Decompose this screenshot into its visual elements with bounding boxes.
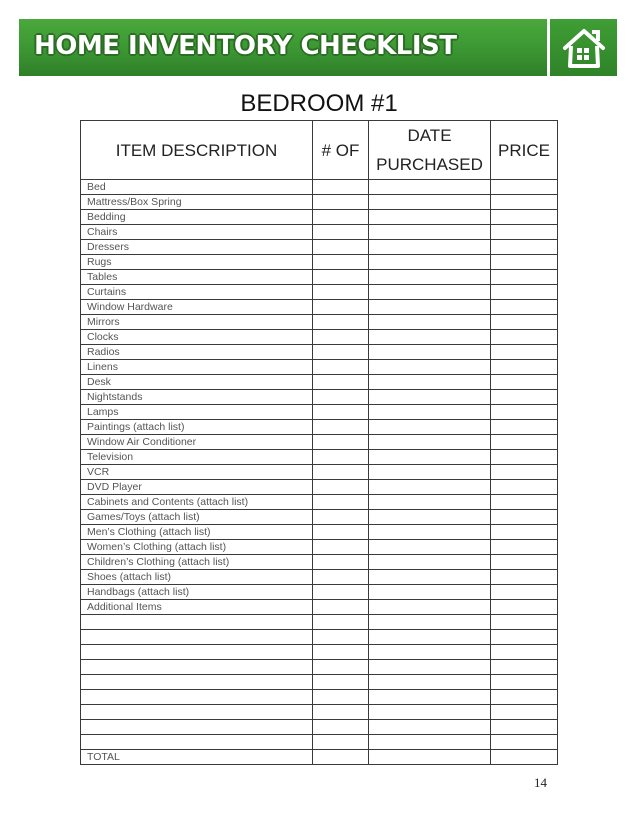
item-description-cell: Additional Items [81, 600, 313, 615]
price-cell[interactable] [491, 285, 558, 300]
table-row [81, 450, 558, 465]
price-cell[interactable] [491, 615, 558, 630]
item-description-cell: Games/Toys (attach list) [81, 510, 313, 525]
item-description-cell: Mattress/Box Spring [81, 195, 313, 210]
item-description-cell: Tables [81, 270, 313, 285]
date-purchased-cell[interactable] [369, 180, 491, 195]
item-description-cell: Desk [81, 375, 313, 390]
item-description-cell: Dressers [81, 240, 313, 255]
count-cell[interactable] [313, 600, 369, 615]
price-cell[interactable] [491, 660, 558, 675]
item-description-cell: TOTAL [81, 750, 313, 765]
table-row [81, 525, 558, 540]
table-row [81, 735, 558, 750]
item-description-cell: Cabinets and Contents (attach list) [81, 495, 313, 510]
price-cell[interactable] [491, 570, 558, 585]
table-row [81, 645, 558, 660]
date-purchased-cell[interactable] [369, 330, 491, 345]
table-row [81, 615, 558, 630]
count-cell[interactable] [313, 420, 369, 435]
price-cell[interactable] [491, 690, 558, 705]
date-purchased-cell[interactable] [369, 510, 491, 525]
count-cell[interactable] [313, 510, 369, 525]
count-cell[interactable] [313, 615, 369, 630]
section-heading: BEDROOM #1 [240, 90, 398, 117]
count-cell[interactable] [313, 480, 369, 495]
count-cell[interactable] [313, 180, 369, 195]
item-description-cell: Women’s Clothing (attach list) [81, 540, 313, 555]
count-cell[interactable] [313, 315, 369, 330]
item-description-cell: Window Hardware [81, 300, 313, 315]
price-cell[interactable] [491, 240, 558, 255]
date-purchased-cell[interactable] [369, 555, 491, 570]
count-cell[interactable] [313, 405, 369, 420]
date-purchased-cell[interactable] [369, 735, 491, 750]
count-cell[interactable] [313, 255, 369, 270]
date-purchased-cell[interactable] [369, 720, 491, 735]
price-cell[interactable] [491, 180, 558, 195]
table-row [81, 495, 558, 510]
item-description-cell: Rugs [81, 255, 313, 270]
table-row [81, 600, 558, 615]
table-row [81, 390, 558, 405]
table-row [81, 435, 558, 450]
item-description-cell: DVD Player [81, 480, 313, 495]
column-header-item-description: ITEM DESCRIPTION [81, 121, 313, 180]
count-cell[interactable] [313, 570, 369, 585]
price-cell[interactable] [491, 735, 558, 750]
count-cell[interactable] [313, 270, 369, 285]
date-purchased-cell[interactable] [369, 465, 491, 480]
item-description-cell: Television [81, 450, 313, 465]
count-cell[interactable] [313, 540, 369, 555]
date-purchased-cell[interactable] [369, 405, 491, 420]
price-cell[interactable] [491, 480, 558, 495]
table-row [81, 660, 558, 675]
table-row [81, 405, 558, 420]
item-description-cell [81, 705, 313, 720]
price-cell[interactable] [491, 255, 558, 270]
count-cell[interactable] [313, 555, 369, 570]
date-purchased-cell[interactable] [369, 375, 491, 390]
table-row [81, 540, 558, 555]
date-purchased-cell[interactable] [369, 525, 491, 540]
item-description-cell [81, 720, 313, 735]
item-description-cell: Bed [81, 180, 313, 195]
table-body [81, 180, 558, 765]
table-row [81, 285, 558, 300]
page-title: HOME INVENTORY CHECKLIST [34, 31, 457, 61]
table-row [81, 570, 558, 585]
price-cell[interactable] [491, 705, 558, 720]
item-description-cell [81, 690, 313, 705]
price-cell[interactable] [491, 300, 558, 315]
date-purchased-cell[interactable] [369, 480, 491, 495]
date-purchased-cell[interactable] [369, 225, 491, 240]
count-cell[interactable] [313, 525, 369, 540]
price-cell[interactable] [491, 270, 558, 285]
date-purchased-cell[interactable] [369, 255, 491, 270]
price-cell[interactable] [491, 720, 558, 735]
price-cell[interactable] [491, 630, 558, 645]
price-cell[interactable] [491, 405, 558, 420]
date-purchased-cell[interactable] [369, 300, 491, 315]
count-cell[interactable] [313, 195, 369, 210]
date-purchased-cell[interactable] [369, 495, 491, 510]
date-purchased-cell[interactable] [369, 540, 491, 555]
item-description-cell: VCR [81, 465, 313, 480]
price-cell[interactable] [491, 375, 558, 390]
table-row [81, 225, 558, 240]
price-cell[interactable] [491, 360, 558, 375]
date-purchased-cell[interactable] [369, 615, 491, 630]
item-description-cell: Handbags (attach list) [81, 585, 313, 600]
count-cell[interactable] [313, 300, 369, 315]
table-row [81, 510, 558, 525]
item-description-cell: Clocks [81, 330, 313, 345]
table-row [81, 585, 558, 600]
item-description-cell: Men’s Clothing (attach list) [81, 525, 313, 540]
date-purchased-cell[interactable] [369, 690, 491, 705]
count-cell[interactable] [313, 390, 369, 405]
item-description-cell [81, 645, 313, 660]
date-purchased-cell[interactable] [369, 315, 491, 330]
price-cell[interactable] [491, 750, 558, 765]
logo [550, 19, 617, 76]
date-purchased-cell[interactable] [369, 195, 491, 210]
date-purchased-cell[interactable] [369, 450, 491, 465]
item-description-cell: Shoes (attach list) [81, 570, 313, 585]
price-cell[interactable] [491, 345, 558, 360]
date-purchased-cell[interactable] [369, 750, 491, 765]
table-row [81, 180, 558, 195]
column-header-price: PRICE [491, 121, 558, 180]
item-description-cell: Paintings (attach list) [81, 420, 313, 435]
inventory-table [80, 120, 558, 765]
date-purchased-cell[interactable] [369, 645, 491, 660]
count-cell[interactable] [313, 225, 369, 240]
price-cell[interactable] [491, 195, 558, 210]
table-row [81, 240, 558, 255]
item-description-cell: Linens [81, 360, 313, 375]
date-purchased-cell[interactable] [369, 270, 491, 285]
item-description-cell: Nightstands [81, 390, 313, 405]
table-row [81, 270, 558, 285]
table-row [81, 750, 558, 765]
price-cell[interactable] [491, 465, 558, 480]
count-cell[interactable] [313, 360, 369, 375]
item-description-cell [81, 735, 313, 750]
date-purchased-cell[interactable] [369, 345, 491, 360]
price-cell[interactable] [491, 420, 558, 435]
item-description-cell: Lamps [81, 405, 313, 420]
price-cell[interactable] [491, 540, 558, 555]
count-cell[interactable] [313, 690, 369, 705]
price-cell[interactable] [491, 315, 558, 330]
price-cell[interactable] [491, 555, 558, 570]
price-cell[interactable] [491, 390, 558, 405]
table-row [81, 360, 558, 375]
count-cell[interactable] [313, 660, 369, 675]
price-cell[interactable] [491, 225, 558, 240]
price-cell[interactable] [491, 600, 558, 615]
date-purchased-cell[interactable] [369, 285, 491, 300]
item-description-cell [81, 660, 313, 675]
date-purchased-cell[interactable] [369, 390, 491, 405]
date-purchased-cell[interactable] [369, 630, 491, 645]
table-row [81, 690, 558, 705]
price-cell[interactable] [491, 525, 558, 540]
column-header-date-line1: DATE [407, 126, 452, 145]
item-description-cell [81, 615, 313, 630]
count-cell[interactable] [313, 705, 369, 720]
count-cell[interactable] [313, 735, 369, 750]
date-purchased-cell[interactable] [369, 585, 491, 600]
table-row [81, 480, 558, 495]
price-cell[interactable] [491, 435, 558, 450]
table-row [81, 255, 558, 270]
price-cell[interactable] [491, 495, 558, 510]
count-cell[interactable] [313, 240, 369, 255]
date-purchased-cell[interactable] [369, 435, 491, 450]
table-row [81, 720, 558, 735]
column-header-count: # OF [313, 121, 369, 180]
date-purchased-cell[interactable] [369, 570, 491, 585]
page-number: 14 [534, 775, 547, 790]
item-description-cell: Curtains [81, 285, 313, 300]
table-row [81, 675, 558, 690]
table-row [81, 210, 558, 225]
date-purchased-cell[interactable] [369, 660, 491, 675]
count-cell[interactable] [313, 345, 369, 360]
item-description-cell: Chairs [81, 225, 313, 240]
table-row [81, 195, 558, 210]
count-cell[interactable] [313, 285, 369, 300]
date-purchased-cell[interactable] [369, 210, 491, 225]
table-row [81, 345, 558, 360]
table-row [81, 705, 558, 720]
date-purchased-cell[interactable] [369, 600, 491, 615]
price-cell[interactable] [491, 645, 558, 660]
count-cell[interactable] [313, 210, 369, 225]
table-row [81, 375, 558, 390]
table-row [81, 420, 558, 435]
price-cell[interactable] [491, 210, 558, 225]
date-purchased-cell[interactable] [369, 360, 491, 375]
price-cell[interactable] [491, 450, 558, 465]
count-cell[interactable] [313, 330, 369, 345]
count-cell[interactable] [313, 645, 369, 660]
table-row [81, 315, 558, 330]
house-icon [562, 26, 606, 70]
table-header-row [81, 121, 558, 180]
item-description-cell: Window Air Conditioner [81, 435, 313, 450]
price-cell[interactable] [491, 510, 558, 525]
price-cell[interactable] [491, 585, 558, 600]
table-row [81, 330, 558, 345]
price-cell[interactable] [491, 675, 558, 690]
column-header-date-line2: PURCHASED [376, 155, 483, 174]
column-header-date-purchased [369, 121, 491, 180]
item-description-cell: Mirrors [81, 315, 313, 330]
date-purchased-cell[interactable] [369, 240, 491, 255]
item-description-cell: Radios [81, 345, 313, 360]
date-purchased-cell[interactable] [369, 705, 491, 720]
date-purchased-cell[interactable] [369, 675, 491, 690]
count-cell[interactable] [313, 720, 369, 735]
item-description-cell [81, 630, 313, 645]
count-cell[interactable] [313, 585, 369, 600]
count-cell[interactable] [313, 450, 369, 465]
table-row [81, 465, 558, 480]
table-row [81, 555, 558, 570]
table-row [81, 300, 558, 315]
count-cell[interactable] [313, 375, 369, 390]
item-description-cell: Children’s Clothing (attach list) [81, 555, 313, 570]
table-row [81, 630, 558, 645]
count-cell[interactable] [313, 465, 369, 480]
item-description-cell [81, 675, 313, 690]
count-cell[interactable] [313, 675, 369, 690]
count-cell[interactable] [313, 495, 369, 510]
item-description-cell: Bedding [81, 210, 313, 225]
price-cell[interactable] [491, 330, 558, 345]
date-purchased-cell[interactable] [369, 420, 491, 435]
count-cell[interactable] [313, 750, 369, 765]
count-cell[interactable] [313, 435, 369, 450]
count-cell[interactable] [313, 630, 369, 645]
